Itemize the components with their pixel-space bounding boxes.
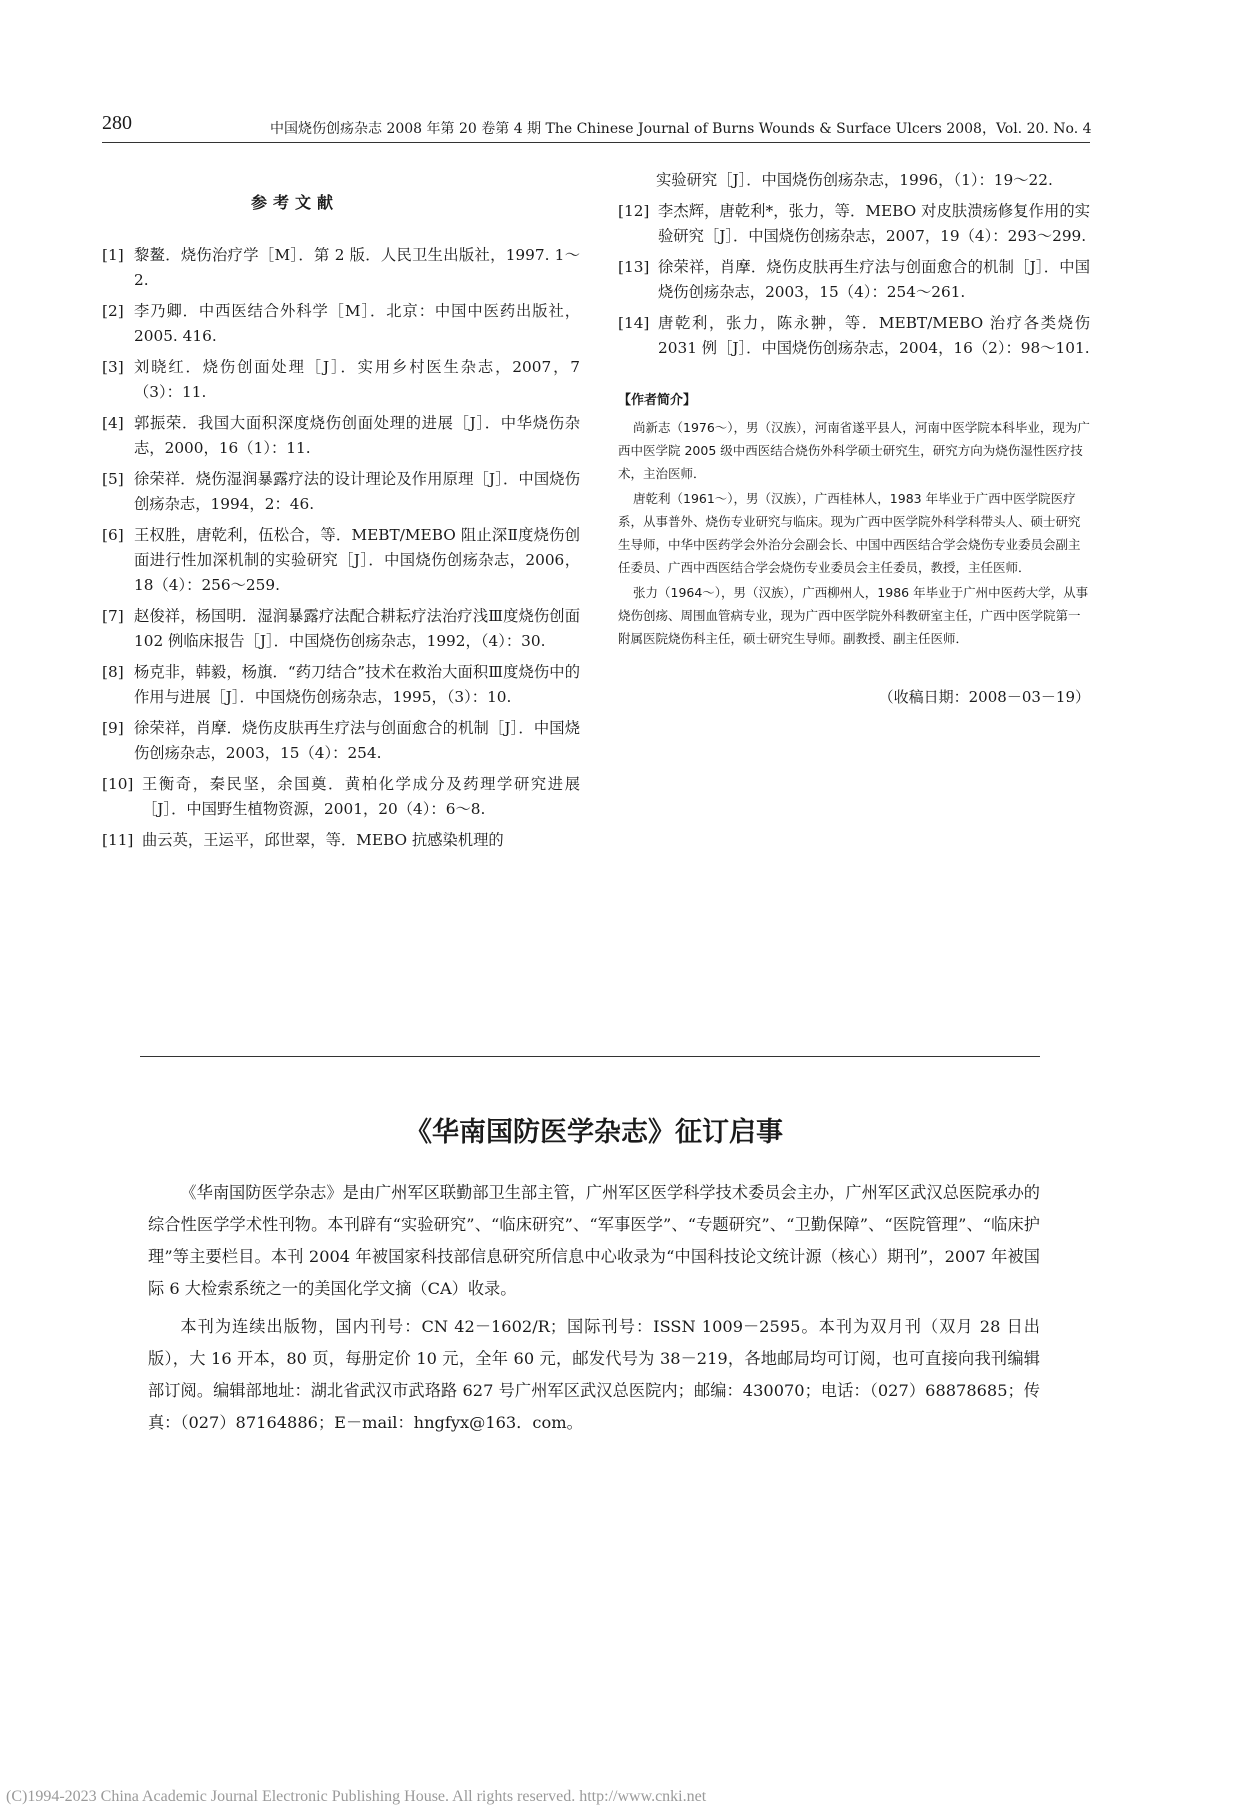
notice-title: 《华南国防医学杂志》征订启事 — [405, 1117, 783, 1148]
reference-number: [8] — [102, 663, 124, 681]
author-bio-heading: 【作者简介】 — [618, 393, 697, 408]
reference-item — [102, 772, 580, 822]
reference-list-right — [618, 199, 1090, 361]
reference-item — [102, 299, 580, 349]
reference-text: 赵俊祥，杨国明．湿润暴露疗法配合耕耘疗法治疗浅Ⅲ度烧伤创面 102 例临床报告［J］．中国烧伤创疡杂志，1992，（4）：30. — [134, 607, 580, 650]
author-bio: 尚新志（1976～），男（汉族），河南省遂平县人，河南中医学院本科毕业，现为广西中医学院 2005 级中西医结合烧伤外科学硕士研究生，研究方向为烧伤湿性医疗技术，主治医师． — [618, 420, 1090, 481]
reference-item — [618, 199, 1090, 249]
subscription-notice — [148, 1110, 1040, 1445]
reference-text: 唐乾利，张力，陈永翀，等．MEBT/MEBO 治疗各类烧伤 2031 例［J］．中国烧伤创疡杂志，2004，16（2）：98～101. — [658, 314, 1090, 357]
reference-number: [2] — [102, 302, 124, 320]
reference-number: [7] — [102, 607, 124, 625]
reference-item — [102, 523, 580, 598]
reference-number: [9] — [102, 719, 124, 737]
author-bio: 唐乾利（1961～），男（汉族），广西桂林人，1983 年毕业于广西中医学院医疗系，从事普外、烧伤专业研究与临床。现为广西中医学院外科学科带头人、硕士研究生导师，中华中医药学会外治分会副会长、中国中西医结合学会烧伤专业委员会副主任委员、广西中西医结合学会烧伤专业委员会主任委员，教授，主任医师． — [618, 491, 1081, 575]
author-bio: 张力（1964～），男（汉族），广西柳州人，1986 年毕业于广州中医药大学，从事烧伤创疡、周围血管病专业，现为广西中医学院外科教研室主任，广西中医学院第一附属医院烧伤科主任，硕士研究生导师。副教授、副主任医师． — [618, 585, 1089, 646]
notice-paragraph: 本刊为连续出版物，国内刊号：CN 42－1602/R；国际刊号：ISSN 1009－2595。本刊为双月刊（双月 28 日出版），大 16 开本，80 页，每册定价 10 元，全年 60 元，邮发代号为 38－219，各地邮局均可订阅，也可直接向我刊编辑部订阅。编辑部地址：湖北省武汉市武珞路 627 号广州军区武汉总医院内；邮编：430070；电话：（027）68878685；传真：（027）87164886；E－mail：hngfyx@163．com。 — [148, 1317, 1040, 1432]
reference-text: 王衡奇，秦民坚，余国奠．黄柏化学成分及药理学研究进展［J］．中国野生植物资源，2001，20（4）：6～8. — [142, 775, 580, 818]
reference-text: 王权胜，唐乾利，伍松合，等．MEBT/MEBO 阻止深Ⅱ度烧伤创面进行性加深机制的实验研究［J］．中国烧伤创疡杂志，2006，18（4）：256～259. — [134, 526, 580, 594]
section-divider — [140, 1056, 1040, 1057]
reference-number: [3] — [102, 358, 124, 376]
notice-paragraph: 《华南国防医学杂志》是由广州军区联勤部卫生部主管，广州军区医学科学技术委员会主办，广州军区武汉总医院承办的综合性医学学术性刊物。本刊辟有“实验研究”、“临床研究”、“军事医学”、“专题研究”、“卫勤保障”、“医院管理”、“临床护理”等主要栏目。本刊 2004 年被国家科技部信息研究所信息中心收录为“中国科技论文统计源（核心）期刊”，2007 年被国际 6 大检索系统之一的美国化学文摘（CA）收录。 — [148, 1183, 1040, 1298]
reference-item — [102, 604, 580, 654]
reference-number: [13] — [618, 258, 650, 276]
reference-text: 徐荣祥．烧伤湿润暴露疗法的设计理论及作用原理［J］．中国烧伤创疡杂志，1994，2：46. — [134, 470, 580, 513]
reference-text: 徐荣祥，肖摩．烧伤皮肤再生疗法与创面愈合的机制［J］．中国烧伤创疡杂志，2003，15（4）：254～261. — [658, 258, 1090, 301]
references-left-column — [102, 190, 580, 859]
reference-text: 徐荣祥，肖摩．烧伤皮肤再生疗法与创面愈合的机制［J］．中国烧伤创疡杂志，2003，15（4）：254. — [134, 719, 580, 762]
reference-item — [102, 716, 580, 766]
reference-item — [102, 828, 580, 853]
received-date: （收稿日期：2008－03－19） — [878, 688, 1090, 706]
page-number: 280 — [102, 112, 132, 134]
reference-item — [618, 255, 1090, 305]
reference-text: 杨克非，韩毅，杨旗．“药刀结合”技术在救治大面积Ⅲ度烧伤中的作用与进展［J］．中国烧伤创疡杂志，1995，（3）：10. — [134, 663, 580, 706]
copyright-footer: (C)1994-2023 China Academic Journal Electronic Publishing House. All rights reserved. http://www.cnki.net — [6, 1788, 707, 1805]
references-heading: 参考文献 — [250, 193, 339, 212]
reference-text: 李乃卿．中西医结合外科学［M］．北京：中国中医药出版社，2005. 416. — [134, 302, 580, 345]
reference-text: 黎鳌．烧伤治疗学［M］．第 2 版．人民卫生出版社，1997. 1～2. — [134, 246, 580, 289]
running-header: 中国烧伤创疡杂志 2008 年第 20 卷第 4 期 The Chinese Journal of Burns Wounds & Surface Ulcers 2008，Vol. 20. No. 4 — [270, 121, 1092, 137]
reference-item — [102, 243, 580, 293]
reference-number: [14] — [618, 314, 650, 332]
reference-number: [12] — [618, 202, 650, 220]
reference-text: 郭振荣．我国大面积深度烧伤创面处理的进展［J］．中华烧伤杂志，2000，16（1）：11. — [134, 414, 580, 457]
reference-text: 李杰辉，唐乾利*，张力，等．MEBO 对皮肤溃疡修复作用的实验研究［J］．中国烧伤创疡杂志，2007，19（4）：293～299. — [658, 202, 1090, 245]
reference-item — [102, 355, 580, 405]
reference-item — [618, 311, 1090, 361]
references-right-column — [618, 168, 1090, 707]
reference-number: [4] — [102, 414, 124, 432]
reference-number: [6] — [102, 526, 124, 544]
reference-continuation: 实验研究［J］．中国烧伤创疡杂志，1996，（1）：19～22. — [656, 171, 1053, 189]
reference-text: 曲云英，王运平，邱世翠，等．MEBO 抗感染机理的 — [142, 831, 504, 849]
reference-item — [102, 660, 580, 710]
reference-list-left — [102, 243, 580, 853]
reference-text: 刘晓红．烧伤创面处理［J］．实用乡村医生杂志，2007，7（3）：11. — [134, 358, 580, 401]
reference-item — [102, 411, 580, 461]
reference-number: [5] — [102, 470, 124, 488]
reference-number: [10] — [102, 775, 134, 793]
reference-item — [102, 467, 580, 517]
reference-number: [1] — [102, 246, 124, 264]
header-rule — [102, 142, 1090, 143]
reference-number: [11] — [102, 831, 134, 849]
